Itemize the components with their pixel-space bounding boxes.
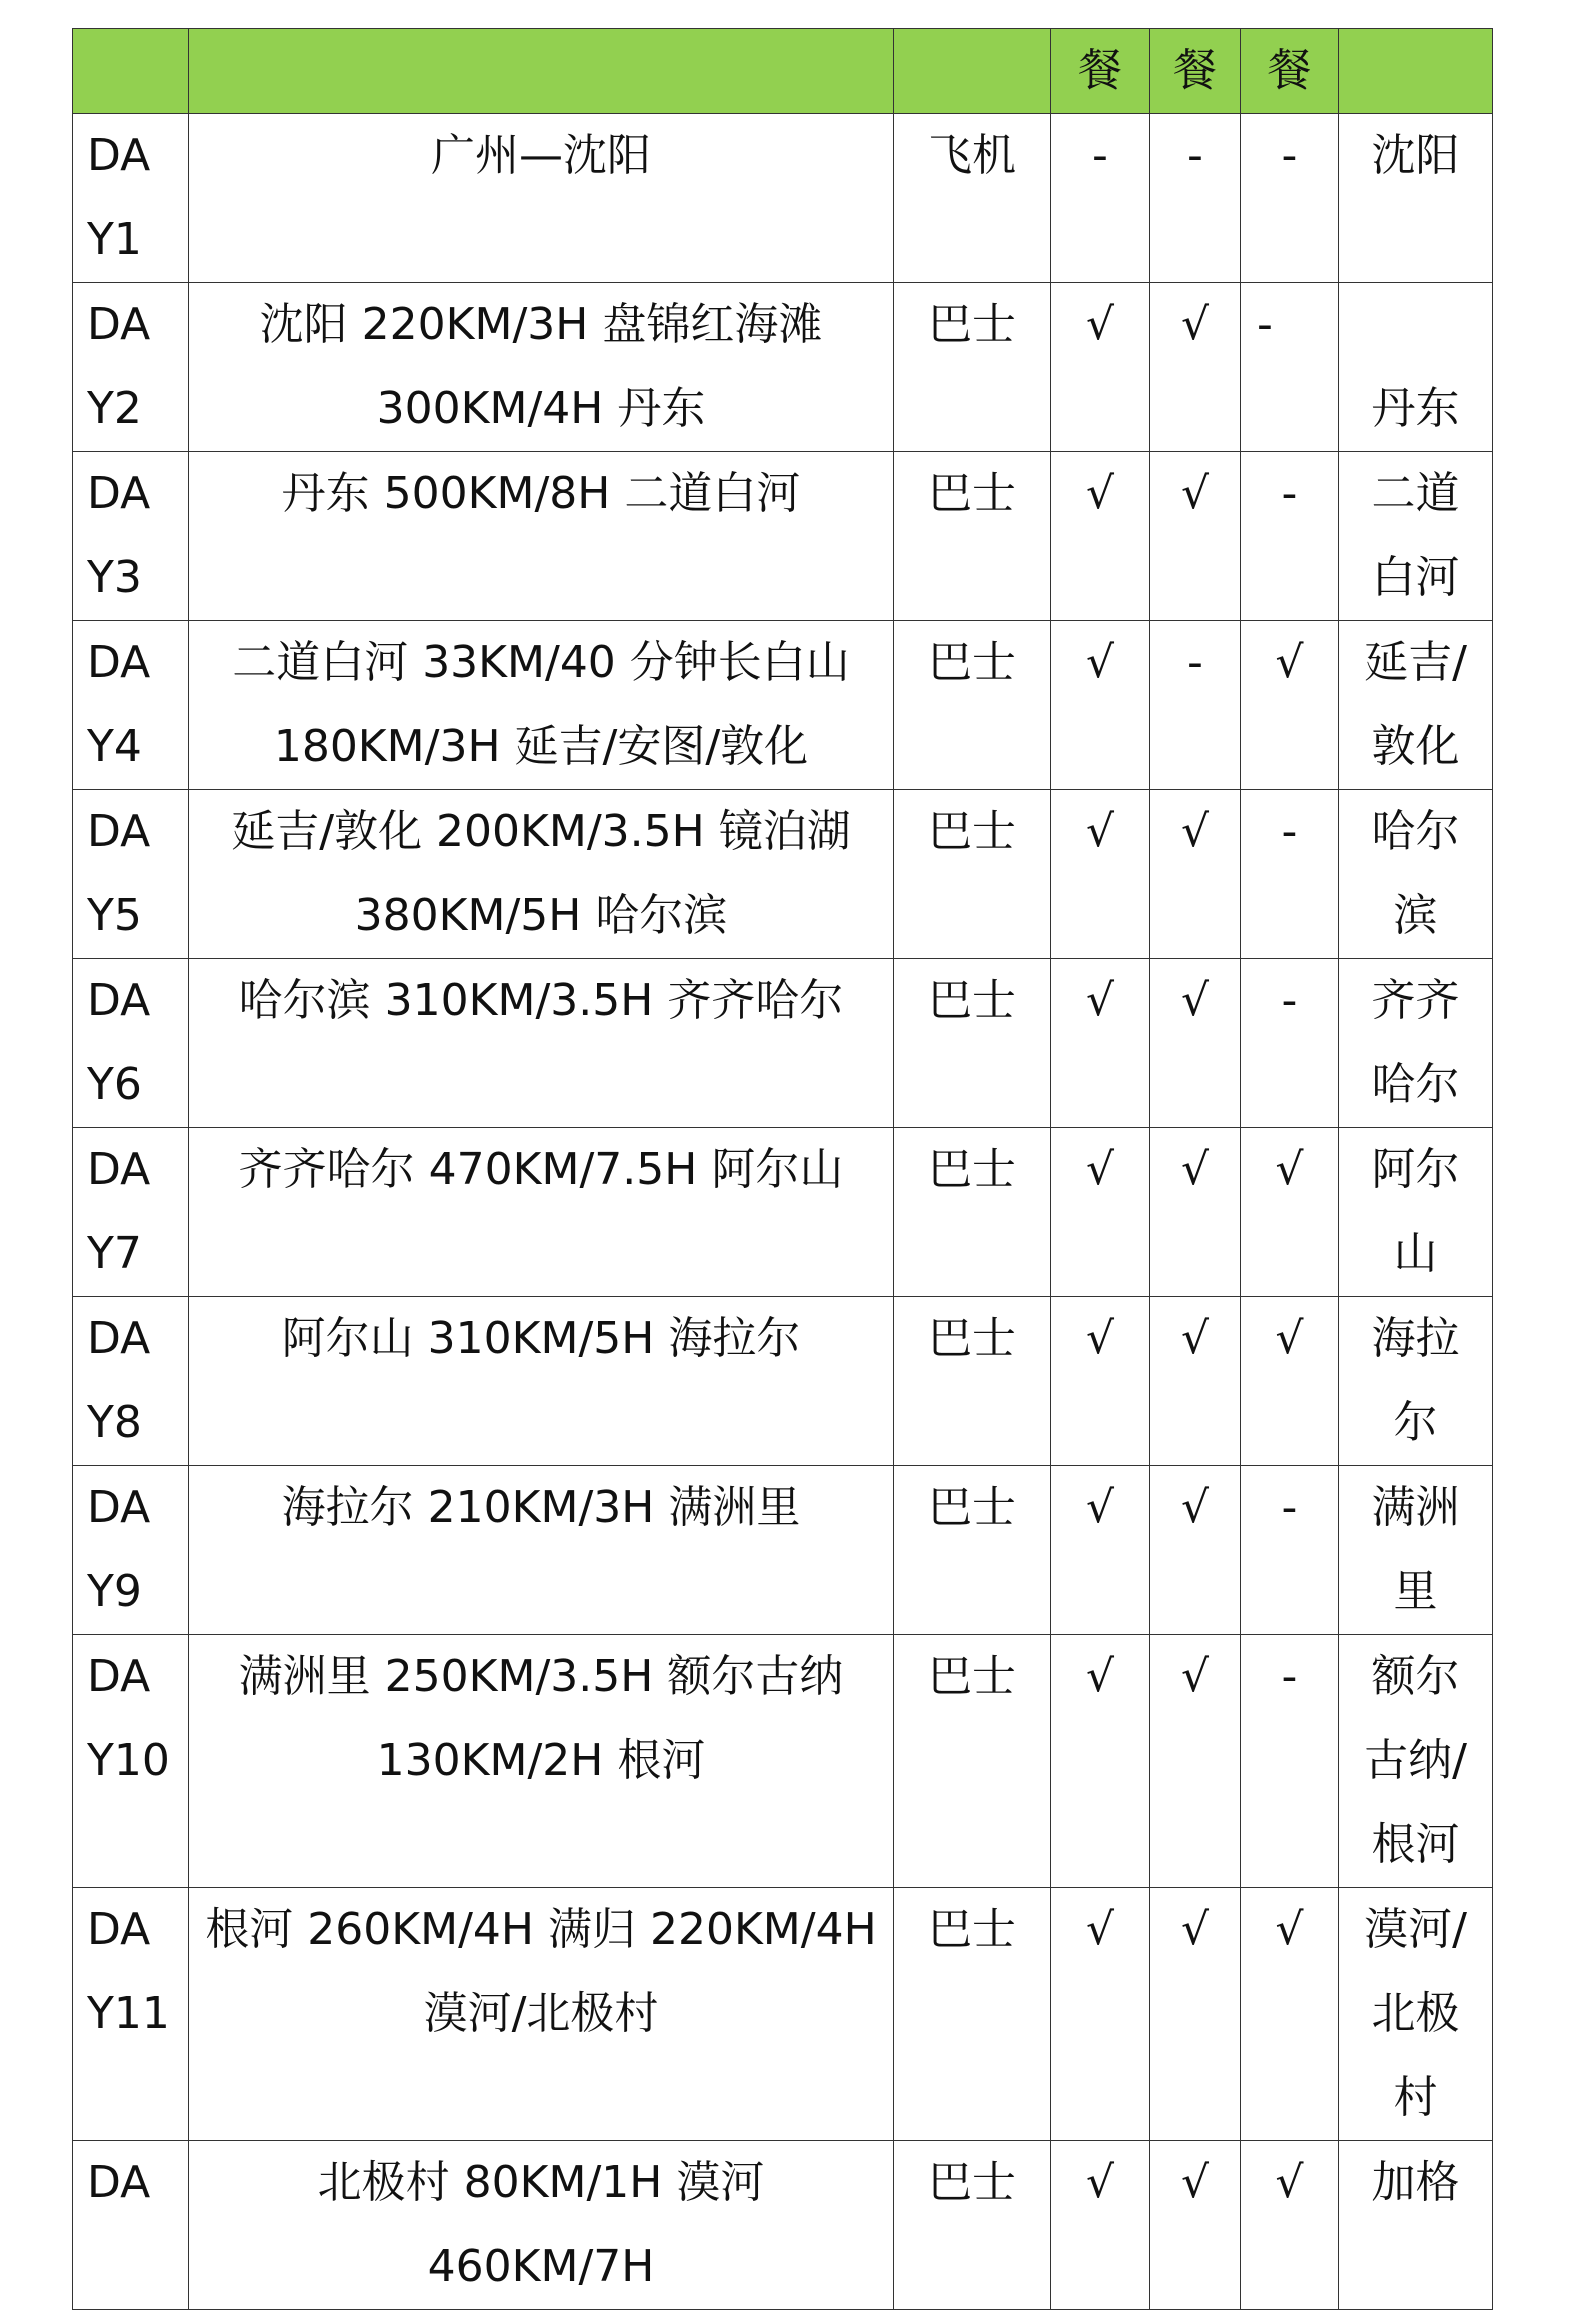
- route-cell: 阿尔山 310KM/5H 海拉尔: [189, 1297, 894, 1466]
- header-meal-dinner: 餐: [1241, 29, 1339, 114]
- meal-breakfast-cell: √: [1051, 1128, 1150, 1297]
- table-row: [73, 283, 1493, 452]
- table-row: [73, 621, 1493, 790]
- route-cell: 齐齐哈尔 470KM/7.5H 阿尔山: [189, 1128, 894, 1297]
- day-cell: DA Y2: [73, 283, 189, 452]
- transport-cell: 巴士: [894, 621, 1051, 790]
- header-transport: [894, 29, 1051, 114]
- meal-dinner-cell: -: [1241, 1635, 1339, 1888]
- transport-cell: 巴士: [894, 1888, 1051, 2141]
- stay-cell: 加格: [1339, 2141, 1493, 2310]
- meal-dinner-cell: √: [1241, 2141, 1339, 2310]
- transport-cell: 巴士: [894, 1466, 1051, 1635]
- meal-breakfast-cell: √: [1051, 452, 1150, 621]
- meal-breakfast-cell: √: [1051, 959, 1150, 1128]
- route-cell: 海拉尔 210KM/3H 满洲里: [189, 1466, 894, 1635]
- meal-lunch-cell: √: [1150, 790, 1241, 959]
- meal-dinner-cell: -: [1241, 452, 1339, 621]
- table-row: [73, 1297, 1493, 1466]
- meal-lunch-cell: √: [1150, 283, 1241, 452]
- meal-lunch-cell: -: [1150, 114, 1241, 283]
- meal-dinner-cell: -: [1241, 790, 1339, 959]
- table-row: [73, 1635, 1493, 1888]
- meal-lunch-cell: √: [1150, 1635, 1241, 1888]
- transport-cell: 飞机: [894, 114, 1051, 283]
- meal-breakfast-cell: -: [1051, 114, 1150, 283]
- day-cell: DA Y5: [73, 790, 189, 959]
- header-meal-lunch: 餐: [1150, 29, 1241, 114]
- day-cell: DA Y10: [73, 1635, 189, 1888]
- stay-cell: 阿尔 山: [1339, 1128, 1493, 1297]
- meal-lunch-cell: -: [1150, 621, 1241, 790]
- header-meal-breakfast: 餐: [1051, 29, 1150, 114]
- meal-lunch-cell: √: [1150, 452, 1241, 621]
- transport-cell: 巴士: [894, 1297, 1051, 1466]
- transport-cell: 巴士: [894, 790, 1051, 959]
- meal-lunch-cell: √: [1150, 1128, 1241, 1297]
- route-cell: 哈尔滨 310KM/3.5H 齐齐哈尔: [189, 959, 894, 1128]
- header-route: [189, 29, 894, 114]
- table-row: [73, 1466, 1493, 1635]
- meal-dinner-cell: -: [1241, 114, 1339, 283]
- stay-cell: 额尔 古纳/ 根河: [1339, 1635, 1493, 1888]
- stay-cell: 二道 白河: [1339, 452, 1493, 621]
- meal-dinner-cell: √: [1241, 1297, 1339, 1466]
- table-row: [73, 1128, 1493, 1297]
- table-row: [73, 2141, 1493, 2310]
- stay-cell: 满洲 里: [1339, 1466, 1493, 1635]
- day-cell: DA: [73, 2141, 189, 2310]
- stay-cell: 漠河/ 北极 村: [1339, 1888, 1493, 2141]
- transport-cell: 巴士: [894, 2141, 1051, 2310]
- day-cell: DA Y11: [73, 1888, 189, 2141]
- meal-dinner-cell: -: [1241, 283, 1339, 452]
- meal-breakfast-cell: √: [1051, 1466, 1150, 1635]
- table-row: [73, 114, 1493, 283]
- meal-lunch-cell: √: [1150, 1888, 1241, 2141]
- meal-dinner-cell: -: [1241, 1466, 1339, 1635]
- meal-breakfast-cell: √: [1051, 1635, 1150, 1888]
- meal-breakfast-cell: √: [1051, 621, 1150, 790]
- meal-lunch-cell: √: [1150, 1466, 1241, 1635]
- route-cell: 二道白河 33KM/40 分钟长白山 180KM/3H 延吉/安图/敦化: [189, 621, 894, 790]
- table-row: [73, 452, 1493, 621]
- route-cell: 沈阳 220KM/3H 盘锦红海滩 300KM/4H 丹东: [189, 283, 894, 452]
- meal-breakfast-cell: √: [1051, 1888, 1150, 2141]
- stay-cell: 延吉/ 敦化: [1339, 621, 1493, 790]
- day-cell: DA Y8: [73, 1297, 189, 1466]
- meal-dinner-cell: √: [1241, 621, 1339, 790]
- stay-cell: 齐齐 哈尔: [1339, 959, 1493, 1128]
- day-cell: DA Y3: [73, 452, 189, 621]
- day-cell: DA Y4: [73, 621, 189, 790]
- meal-breakfast-cell: √: [1051, 2141, 1150, 2310]
- route-cell: 根河 260KM/4H 满归 220KM/4H 漠河/北极村: [189, 1888, 894, 2141]
- transport-cell: 巴士: [894, 959, 1051, 1128]
- table-row: [73, 790, 1493, 959]
- meal-lunch-cell: √: [1150, 2141, 1241, 2310]
- stay-cell: 海拉 尔: [1339, 1297, 1493, 1466]
- day-cell: DA Y1: [73, 114, 189, 283]
- meal-dinner-cell: -: [1241, 959, 1339, 1128]
- route-cell: 广州—沈阳: [189, 114, 894, 283]
- transport-cell: 巴士: [894, 1128, 1051, 1297]
- transport-cell: 巴士: [894, 452, 1051, 621]
- route-cell: 满洲里 250KM/3.5H 额尔古纳 130KM/2H 根河: [189, 1635, 894, 1888]
- table-row: [73, 1888, 1493, 2141]
- route-cell: 北极村 80KM/1H 漠河 460KM/7H: [189, 2141, 894, 2310]
- meal-lunch-cell: √: [1150, 1297, 1241, 1466]
- table-row: [73, 959, 1493, 1128]
- meal-dinner-cell: √: [1241, 1128, 1339, 1297]
- meal-breakfast-cell: √: [1051, 1297, 1150, 1466]
- header-day: [73, 29, 189, 114]
- route-cell: 延吉/敦化 200KM/3.5H 镜泊湖 380KM/5H 哈尔滨: [189, 790, 894, 959]
- day-cell: DA Y7: [73, 1128, 189, 1297]
- route-cell: 丹东 500KM/8H 二道白河: [189, 452, 894, 621]
- transport-cell: 巴士: [894, 283, 1051, 452]
- itinerary-table: [72, 28, 1493, 2310]
- table-header-row: [73, 29, 1493, 114]
- meal-dinner-cell: √: [1241, 1888, 1339, 2141]
- transport-cell: 巴士: [894, 1635, 1051, 1888]
- header-stay: [1339, 29, 1493, 114]
- stay-cell: 沈阳: [1339, 114, 1493, 283]
- stay-cell: 哈尔 滨: [1339, 790, 1493, 959]
- meal-lunch-cell: √: [1150, 959, 1241, 1128]
- meal-breakfast-cell: √: [1051, 790, 1150, 959]
- day-cell: DA Y9: [73, 1466, 189, 1635]
- meal-breakfast-cell: √: [1051, 283, 1150, 452]
- day-cell: DA Y6: [73, 959, 189, 1128]
- stay-cell: 丹东: [1339, 283, 1493, 452]
